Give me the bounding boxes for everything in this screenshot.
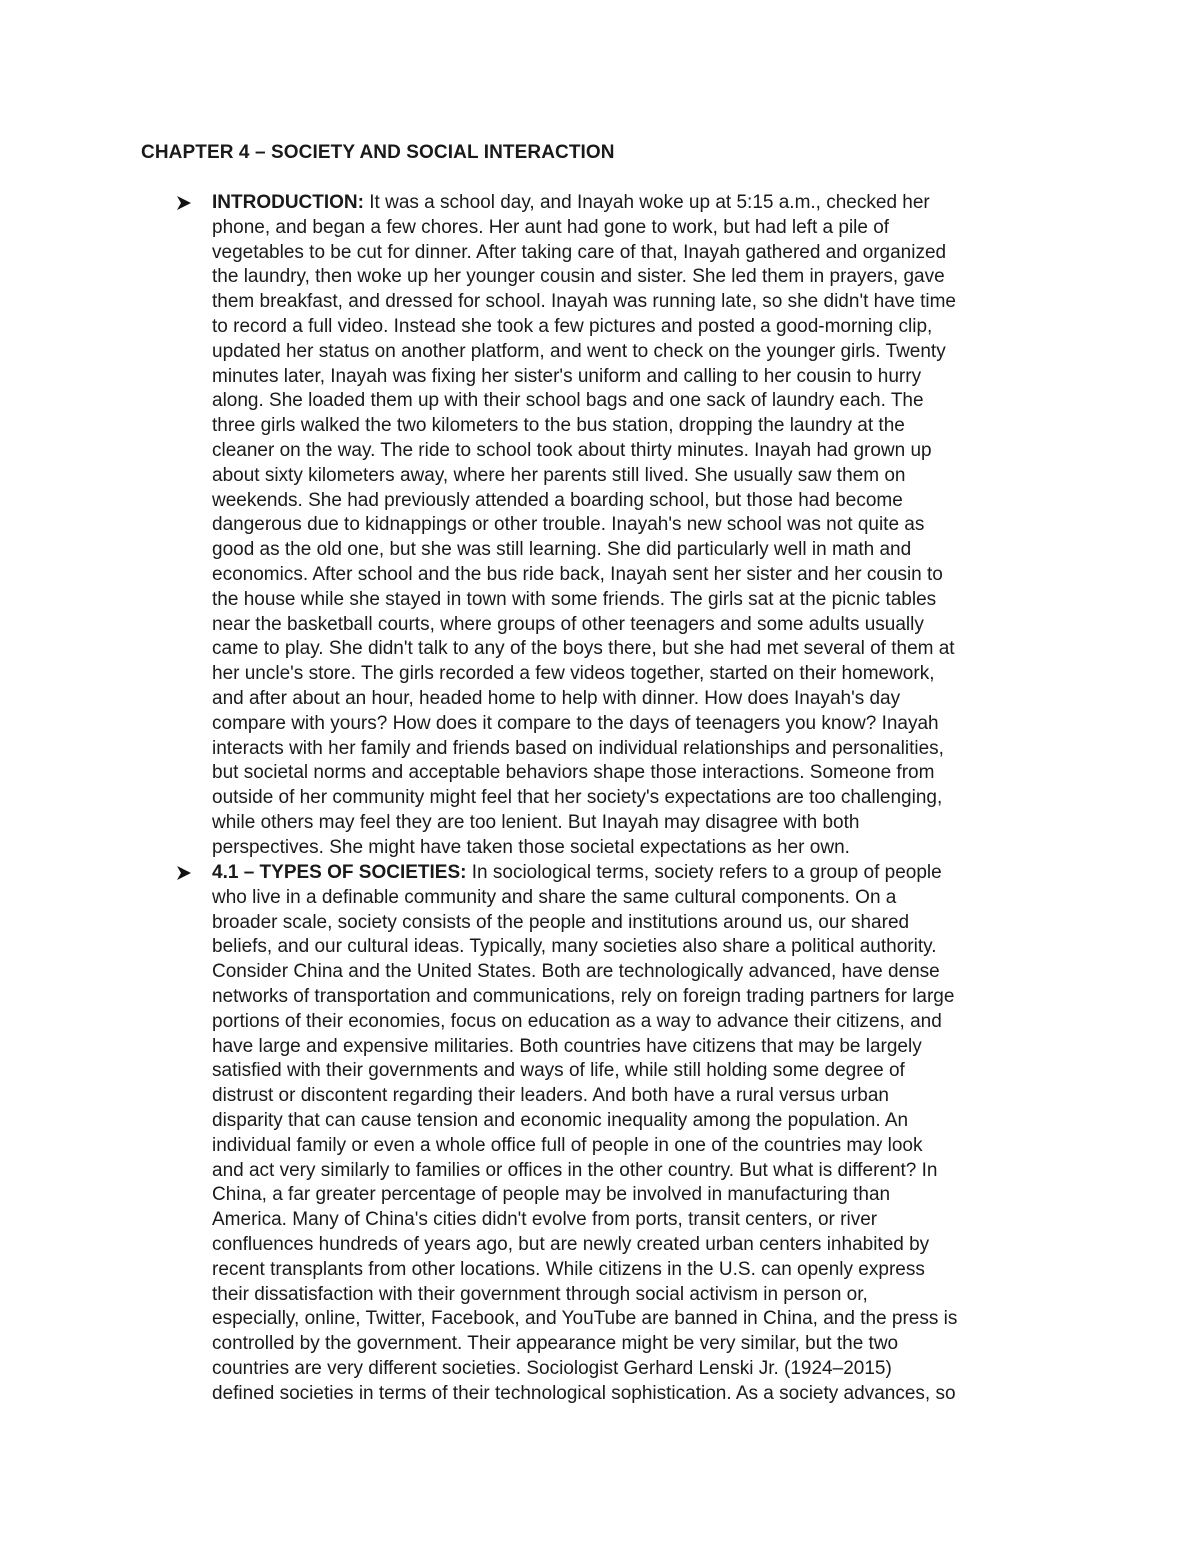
section-paragraph: 4.1 – TYPES OF SOCIETIES: In sociological terms, society refers to a group of people who live in a definable community and share the same cultural components. On a broader scale, society consists of the people and institutions around us, our shared beliefs, and our cultural ideas. Typically, many societies also share a political authority. Consider China and the United States. Both are technologically advanced, have dense networks of transportation and communications, rely on foreign trading partners for large portions of their economies, focus on education as a way to advance their citizens, and have large and expensive militaries. Both countries have citizens that may be largely satisfied with their governments and ways of life, while still holding some degree of distrust or discontent regarding their leaders. And both have a rural versus urban disparity that can cause tension and economic inequality among the population. An individual family or even a whole office full of people in one of the countries may look and act very similarly to families or offices in the other country. But what is different? In China, a far greater percentage of people may be involved in manufacturing than America. Many of China's cities didn't evolve from ports, transit centers, or river confluences hundreds of years ago, but are newly created urban centers inhabited by recent transplants from other locations. While citizens in the U.S. can openly express their dissatisfaction with their government through social activism in person or, especially, online, Twitter, Facebook, and YouTube are banned in China, and the press is controlled by the government. Their appearance might be very similar, but the two countries are very different societies. Sociologist Gerhard Lenski Jr. (1924–2015) defined societies in terms of their technological sophistication. As a society advances, so (212, 862, 958, 1404)
section-heading: INTRODUCTION: (212, 192, 364, 213)
section-types-of-societies (212, 861, 1062, 1407)
arrow-bullet-icon (175, 194, 193, 212)
section-paragraph: INTRODUCTION: It was a school day, and Inayah woke up at 5:15 a.m., checked her phone, and began a few chores. Her aunt had gone to work, but had left a pile of vegetables to be cut for dinner. After taking care of that, Inayah gathered and organized the laundry, then woke up her younger cousin and sister. She led them in prayers, gave them breakfast, and dressed for school. Inayah was running late, so she didn't have time to record a full video. Instead she took a few pictures and posted a good-morning clip, updated her status on another platform, and went to check on the younger girls. Twenty minutes later, Inayah was fixing her sister's uniform and calling to her cousin to hurry along. She loaded them up with their school bags and one sack of laundry each. The three girls walked the two kilometers to the bus station, dropping the laundry at the cleaner on the way. The ride to school took about thirty minutes. Inayah had grown up about sixty kilometers away, where her parents still lived. She usually saw them on weekends. She had previously attended a boarding school, but those had become dangerous due to kidnappings or other trouble. Inayah's new school was not quite as good as the old one, but she was still learning. She did particularly well in math and economics. After school and the bus ride back, Inayah sent her sister and her cousin to the house while she stayed in town with some friends. The girls sat at the picnic tables near the basketball courts, where groups of other teenagers and some adults usually came to play. She didn't talk to any of the boys there, but she had met several of them at her uncle's store. The girls recorded a few videos together, started on their homework, and after about an hour, headed home to help with dinner. How does Inayah's day compare with yours? How does it compare to the days of teenagers you know? Inayah interacts with her family and friends based on individual relationships and personalities, but societal norms and acceptable behaviors shape those interactions. Someone from outside of her community might feel that her society's expectations are too challenging, while others may feel they are too lenient. But Inayah may disagree with both perspectives. She might have taken those societal expectations as her own. (212, 192, 956, 858)
section-heading: 4.1 – TYPES OF SOCIETIES: (212, 862, 467, 883)
chapter-title: CHAPTER 4 – SOCIETY AND SOCIAL INTERACTION (141, 142, 615, 163)
section-introduction (212, 191, 1062, 861)
arrow-bullet-icon (175, 864, 193, 882)
